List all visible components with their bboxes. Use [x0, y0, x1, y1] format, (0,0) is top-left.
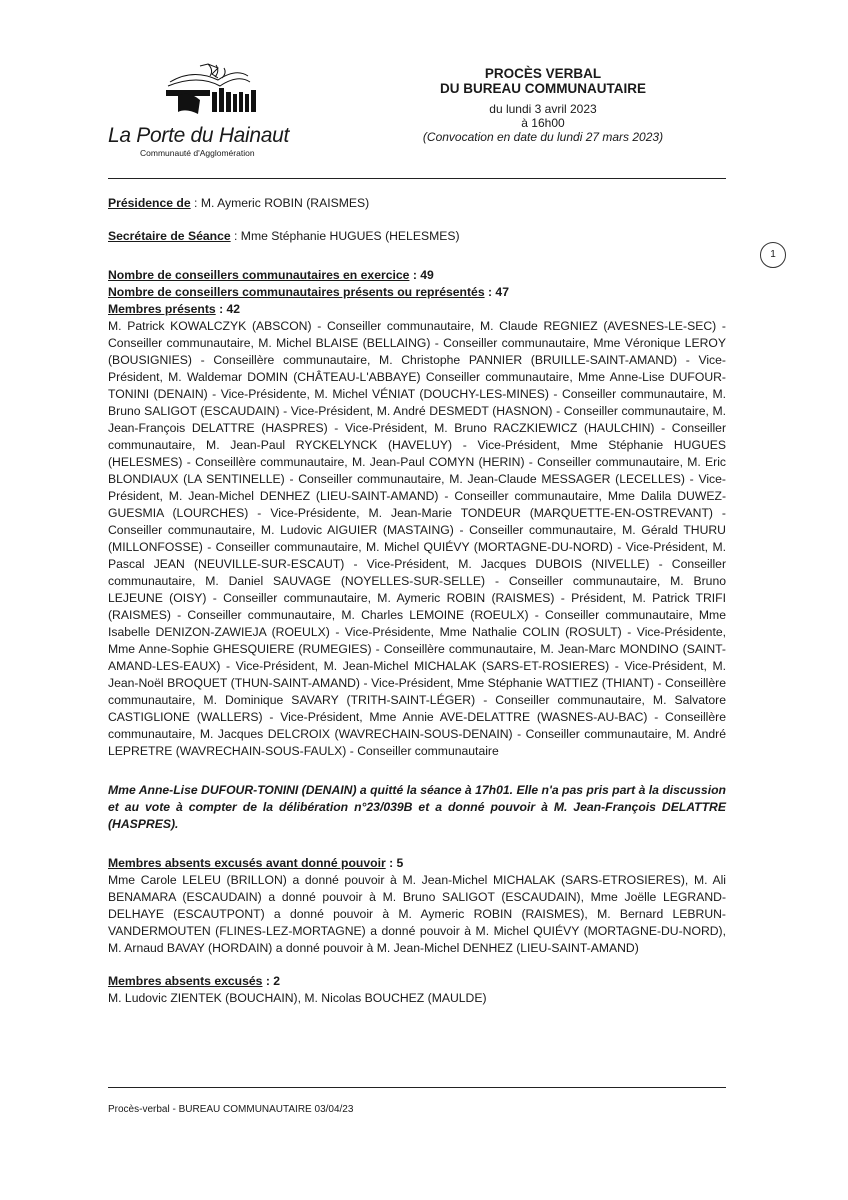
membres-presents-list: M. Patrick KOWALCZYK (ABSCON) - Conseiller communautaire, M. Claude REGNIEZ (AVESNES-LE-SEC) - Conseiller communautaire, M. Michel BLAISE (BELLAING) - Conseiller communautaire, Mme Véronique LEROY (BOUSIGNIES) - Conseillère communautaire, M. Christophe PANNIER (BRUILLE-SAINT-AMAND) - Vice-Président, M. Waldemar DOMIN (CHÂTEAU-L'ABBAYE) Conseiller communautaire, Mme Anne-Lise DUFOUR-TONINI (DENAIN) - Vice-Présidente, M. Michel VÉNIAT (DOUCHY-LES-MINES) - Conseiller communautaire, M. Bruno SALIGOT (ESCAUDAIN) - Vice-Président, M. André DESMEDT (HASNON) - Conseiller communautaire, M. Jean-François DELATTRE (HASPRES) - Vice-Président, M. Bruno RACZKIEWICZ (HAULCHIN) - Conseiller communautaire, M. Jean-Paul RYCKELYNCK (HAVELUY) - Vice-Président, Mme Stéphanie HUGUES (HELESMES) - Conseillère communautaire, M. Jean-Paul COMYN (HERIN) - Conseiller communautaire, M. Eric BLONDIAUX (LA SENTINELLE) - Conseiller communautaire, M. Jean-Claude MESSAGER (LECELLES) - Vice-Président, M. Jean-Michel DENHEZ (LIEU-SAINT-AMAND) - Conseiller communautaire, Mme Dalila DUWEZ-GUESMIA (LOURCHES) - Vice-Présidente, M. Jean-Marie TONDEUR (MARQUETTE-EN-OSTREVANT) - Conseiller communautaire, M. Ludovic AIGUIER (MASTAING) - Conseiller communautaire, M. Gérald THURU (MILLONFOSSE) - Conseiller communautaire, M. Michel QUIÉVY (MORTAGNE-DU-NORD) - Vice-Président, M. Pascal JEAN (NEUVILLE-SUR-ESCAUT) - Vice-Président, M. Jacques DUBOIS (NIVELLE) - Conseiller communautaire, M. Daniel SAUVAGE (NOYELLES-SUR-SELLE) - Conseiller communautaire, M. Bruno LEJEUNE (OISY) - Conseiller communautaire, M. Aymeric ROBIN (RAISMES) - Président, M. Patrick TRIFI (RAISMES) - Conseiller communautaire, M. Charles LEMOINE (ROEULX) - Conseiller communautaire, Mme Isabelle DENIZON-ZAWIEJA (ROEULX) - Vice-Présidente, Mme Nathalie COLIN (ROSULT) - Vice-Présidente, Mme Anne-Sophie GHESQUIERE (RUMEGIES) - Conseillère communautaire, M. Jean-Marc MONDINO (SAINT-AMAND-LES-EAUX) - Vice-Président, M. Jean-Michel MICHALAK (SARS-ET-ROSIERES) - Vice-Président, M. Jean-Noël BROQUET (THUN-SAINT-AMAND) - Vice-Président, Mme Stéphanie WATTIEZ (THIANT) - Conseillère communautaire, M. Dominique SAVARY (TRITH-SAINT-LÉGER) - Conseiller communautaire, M. Salvatore CASTIGLIONE (WALLERS) - Vice-Président, Mme Annie AVE-DELATTRE (WASNES-AU-BAC) - Conseillère communautaire, M. Jacques DELCROIX (WAVRECHAIN-SOUS-DENAIN) - Conseiller communautaire, M. André LEPRETRE (WAVRECHAIN-SOUS-FAULX) - Conseiller communautaire — [108, 319, 726, 758]
title-block — [378, 66, 708, 144]
membres-presents-value: : 42 — [215, 302, 241, 316]
absents-pouvoir-value: : 5 — [385, 856, 404, 870]
doc-title-line2: DU BUREAU COMMUNAUTAIRE — [440, 81, 646, 96]
secretaire-label: Secrétaire de Séance — [108, 229, 231, 243]
convocation-date: (Convocation en date du lundi 27 mars 2023) — [422, 130, 664, 144]
logo — [108, 62, 328, 162]
absents-pouvoir-label: Membres absents excusés avant donné pouvoir — [108, 856, 386, 870]
count-exercice-value: : 49 — [409, 268, 434, 282]
absents-excuses-value: : 2 — [262, 974, 281, 988]
secretaire-value: : Mme Stéphanie HUGUES (HELESMES) — [230, 229, 460, 243]
secretaire-line — [108, 228, 726, 245]
membres-presents-label: Membres présents — [108, 302, 216, 316]
count-exercice-line — [108, 267, 726, 284]
departure-note: Mme Anne-Lise DUFOUR-TONINI (DENAIN) a quitté la séance à 17h01. Elle n'a pas pris part à la discussion et au vote à compter de la délibération n°23/039B et a donné pouvoir à M. Jean-François DELATTRE (HASPRES). — [108, 783, 726, 831]
document-body — [108, 195, 726, 1007]
logo-emblem-icon — [108, 62, 328, 124]
count-exercice-label: Nombre de conseillers communautaires en exercice — [108, 268, 410, 282]
header-divider — [108, 178, 726, 179]
absents-pouvoir-list: Mme Carole LELEU (BRILLON) a donné pouvoir à M. Jean-Michel MICHALAK (SARS-ETROSIERES), M. Ali BENAMARA (ESCAUDAIN) a donné pouvoir à M. Bruno SALIGOT (ESCAUDAIN), Mme Joëlle LEGRAND-DELHAYE (ESCAUTPONT) a donné pouvoir à M. Aymeric ROBIN (RAISMES), M. Bernard LEBRUN-VANDERMOUTEN (FLINES-LEZ-MORTAGNE) a donné pouvoir à M. Michel QUIÉVY (MORTAGNE-DU-NORD), M. Arnaud BAVAY (HORDAIN) a donné pouvoir à M. Jean-Michel DENHEZ (LIEU-SAINT-AMAND) — [108, 873, 726, 955]
org-subtitle: Communauté d'Agglomération — [140, 148, 255, 158]
meeting-date: du lundi 3 avril 2023 — [489, 102, 597, 116]
page-number-stamp: 1 — [760, 242, 786, 268]
absents-excuses-label: Membres absents excusés — [108, 974, 263, 988]
count-presents-line — [108, 284, 726, 301]
absents-excuses-line — [108, 973, 726, 990]
count-presents-label: Nombre de conseillers communautaires présents ou représentés — [108, 285, 485, 299]
membres-presents-line — [108, 301, 726, 318]
presidence-label: Présidence de — [108, 196, 191, 210]
footer-divider — [108, 1087, 726, 1088]
absents-excuses-list: M. Ludovic ZIENTEK (BOUCHAIN), M. Nicolas BOUCHEZ (MAULDE) — [108, 991, 487, 1005]
presidence-value: : M. Aymeric ROBIN (RAISMES) — [190, 196, 370, 210]
doc-title-line1: PROCÈS VERBAL — [484, 66, 602, 81]
footer-text: Procès-verbal - BUREAU COMMUNAUTAIRE 03/04/23 — [108, 1104, 354, 1115]
meeting-time: à 16h00 — [521, 116, 565, 130]
absents-pouvoir-line — [108, 855, 726, 872]
org-name: La Porte du Hainaut — [108, 124, 290, 147]
presidence-line — [108, 195, 726, 212]
count-presents-value: : 47 — [484, 285, 509, 299]
